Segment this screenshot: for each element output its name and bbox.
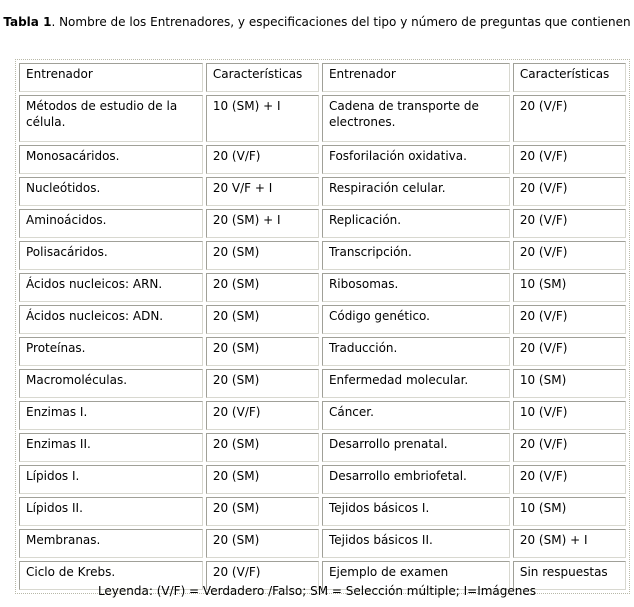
characteristics-cell: 10 (V/F) [513, 401, 626, 430]
trainers-table [15, 59, 630, 594]
table-row [19, 337, 626, 366]
table-row [19, 465, 626, 494]
table-row [19, 177, 626, 206]
trainer-name-cell: Ejemplo de examen [322, 561, 510, 590]
table-row [19, 209, 626, 238]
header-cell: Entrenador [322, 63, 510, 92]
characteristics-cell: 20 V/F + I [206, 177, 319, 206]
characteristics-cell: 10 (SM) [513, 497, 626, 526]
characteristics-cell: Sin respuestas [513, 561, 626, 590]
table-row [19, 241, 626, 270]
table-caption [0, 12, 634, 32]
trainer-name-cell: Lípidos I. [19, 465, 203, 494]
characteristics-cell: 20 (SM) [206, 241, 319, 270]
characteristics-cell: 10 (SM) [513, 273, 626, 302]
trainer-name-cell: Enzimas I. [19, 401, 203, 430]
trainer-name-cell: Tejidos básicos II. [322, 529, 510, 558]
trainer-name-cell: Ácidos nucleicos: ARN. [19, 273, 203, 302]
table-row [19, 369, 626, 398]
characteristics-cell: 10 (SM) + I [206, 95, 319, 142]
characteristics-cell: 20 (V/F) [206, 561, 319, 590]
trainer-name-cell: Membranas. [19, 529, 203, 558]
header-cell: Características [206, 63, 319, 92]
characteristics-cell: 20 (V/F) [513, 337, 626, 366]
table-row [19, 401, 626, 430]
characteristics-cell: 20 (SM) [206, 305, 319, 334]
table-row [19, 305, 626, 334]
characteristics-cell: 20 (V/F) [513, 305, 626, 334]
characteristics-cell: 20 (SM) + I [206, 209, 319, 238]
characteristics-cell: 20 (V/F) [513, 241, 626, 270]
trainer-name-cell: Desarrollo embriofetal. [322, 465, 510, 494]
trainer-name-cell: Cáncer. [322, 401, 510, 430]
trainer-name-cell: Tejidos básicos I. [322, 497, 510, 526]
trainer-name-cell: Desarrollo prenatal. [322, 433, 510, 462]
characteristics-cell: 20 (V/F) [513, 95, 626, 142]
table-header-row [19, 63, 626, 92]
characteristics-cell: 20 (V/F) [206, 401, 319, 430]
characteristics-cell: 20 (SM) [206, 369, 319, 398]
table-row [19, 433, 626, 462]
characteristics-cell: 20 (V/F) [513, 465, 626, 494]
trainer-name-cell: Polisacáridos. [19, 241, 203, 270]
trainer-name-cell: Lípidos II. [19, 497, 203, 526]
characteristics-cell: 20 (SM) [206, 337, 319, 366]
characteristics-cell: 20 (V/F) [513, 177, 626, 206]
table-legend: Leyenda: (V/F) = Verdadero /Falso; SM = Selección múltiple; I=Imágenes [97, 584, 537, 598]
trainer-name-cell: Traducción. [322, 337, 510, 366]
trainer-name-cell: Ácidos nucleicos: ADN. [19, 305, 203, 334]
characteristics-cell: 20 (V/F) [206, 145, 319, 174]
trainer-name-cell: Replicación. [322, 209, 510, 238]
trainer-name-cell: Cadena de transporte de electrones. [322, 95, 510, 142]
characteristics-cell: 20 (SM) [206, 529, 319, 558]
trainer-name-cell: Código genético. [322, 305, 510, 334]
table-row [19, 273, 626, 302]
trainer-name-cell: Métodos de estudio de la célula. [19, 95, 203, 142]
trainer-name-cell: Monosacáridos. [19, 145, 203, 174]
trainer-name-cell: Fosforilación oxidativa. [322, 145, 510, 174]
trainer-name-cell: Enfermedad molecular. [322, 369, 510, 398]
characteristics-cell: 20 (SM) + I [513, 529, 626, 558]
table-row [19, 497, 626, 526]
table-row [19, 529, 626, 558]
table-row [19, 145, 626, 174]
trainer-name-cell: Enzimas II. [19, 433, 203, 462]
caption-label: Tabla 1 [3, 15, 52, 29]
characteristics-cell: 20 (V/F) [513, 145, 626, 174]
trainer-name-cell: Transcripción. [322, 241, 510, 270]
trainer-name-cell: Proteínas. [19, 337, 203, 366]
trainer-name-cell: Aminoácidos. [19, 209, 203, 238]
trainer-name-cell: Ciclo de Krebs. [19, 561, 203, 590]
characteristics-cell: 10 (SM) [513, 369, 626, 398]
caption-text: . Nombre de los Entrenadores, y especificaciones del tipo y número de preguntas que contienen [51, 15, 631, 29]
header-cell: Entrenador [19, 63, 203, 92]
characteristics-cell: 20 (V/F) [513, 209, 626, 238]
characteristics-cell: 20 (SM) [206, 273, 319, 302]
table-row [19, 95, 626, 142]
header-cell: Características [513, 63, 626, 92]
trainer-name-cell: Ribosomas. [322, 273, 510, 302]
trainer-name-cell: Macromoléculas. [19, 369, 203, 398]
characteristics-cell: 20 (V/F) [513, 433, 626, 462]
characteristics-cell: 20 (SM) [206, 497, 319, 526]
characteristics-cell: 20 (SM) [206, 433, 319, 462]
trainer-name-cell: Respiración celular. [322, 177, 510, 206]
trainer-name-cell: Nucleótidos. [19, 177, 203, 206]
characteristics-cell: 20 (SM) [206, 465, 319, 494]
